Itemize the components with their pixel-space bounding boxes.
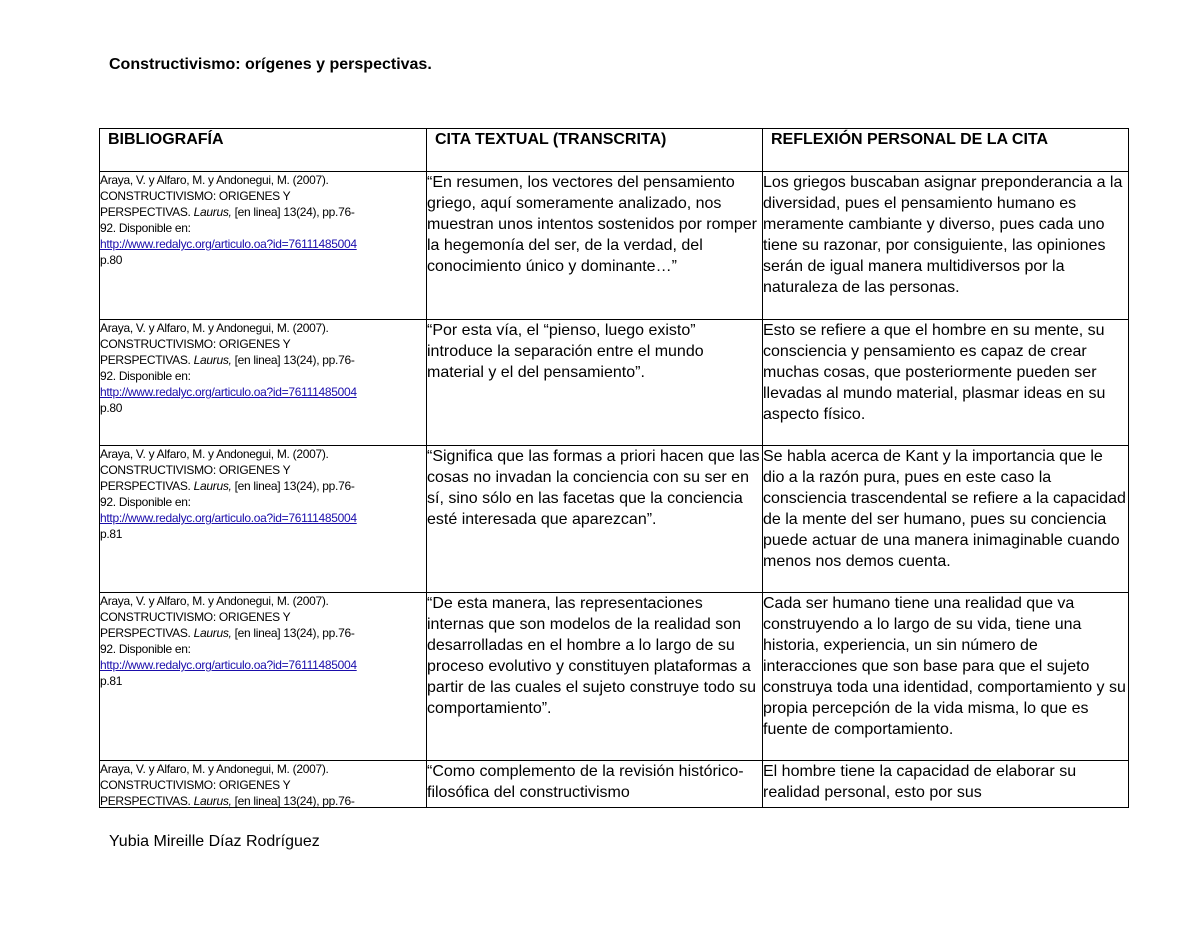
document-title: Constructivismo: orígenes y perspectivas.: [109, 56, 432, 73]
table-row: [100, 320, 1129, 446]
reflection-text: El hombre tiene la capacidad de elaborar su realidad personal, esto por sus: [763, 763, 1077, 801]
bib-pages: 92. Disponible en:: [100, 642, 191, 656]
table-row: [100, 172, 1129, 320]
reflection-cell: Los griegos buscaban asignar preponderancia a la diversidad, pues el pensamiento humano es meramente cambiante y diverso, pues cada uno tiene su razonar, por consiguiente, las opiniones serán de igual manera multidiversos por la naturaleza de las personas.: [763, 172, 1129, 320]
bib-perspectivas: PERSPECTIVAS.: [100, 626, 191, 640]
bib-perspectivas: PERSPECTIVAS.: [100, 794, 191, 807]
quote-cell: [427, 761, 763, 808]
table-row: [100, 761, 1129, 808]
bib-details: [en linea] 13(24), pp.76-: [234, 479, 355, 493]
reflection-cell: Se habla acerca de Kant y la importancia que le dio a la razón pura, pues en este caso la consciencia trascendental se refiere a la capacidad de la mente del ser humano, pues su conciencia puede actuar de una manera inimaginable cuando menos nos demos cuenta.: [763, 446, 1129, 593]
quote-text: “Como complemento de la revisión histórico-filosófica del constructivismo: [427, 763, 744, 801]
author-footer: Yubia Mireille Díaz Rodríguez: [109, 833, 320, 850]
bib-authors: Araya, V. y Alfaro, M. y Andonegui, M. (2007).: [100, 321, 329, 335]
citation-table: [99, 128, 1129, 808]
bib-journal: Laurus,: [193, 626, 232, 640]
bib-journal: Laurus,: [193, 353, 232, 367]
bibliography-cell: [100, 320, 427, 446]
bib-authors: Araya, V. y Alfaro, M. y Andonegui, M. (2007).: [100, 762, 329, 776]
bib-title: CONSTRUCTIVISMO: ORIGENES Y: [100, 337, 291, 351]
header-bibliografia: BIBLIOGRAFÍA: [100, 129, 427, 172]
bib-title: CONSTRUCTIVISMO: ORIGENES Y: [100, 189, 291, 203]
bib-url-link[interactable]: http://www.redalyc.org/articulo.oa?id=76111485004: [100, 385, 357, 399]
bib-perspectivas: PERSPECTIVAS.: [100, 479, 191, 493]
table-row: [100, 593, 1129, 761]
quote-cell: “Por esta vía, el “pienso, luego existo” introduce la separación entre el mundo material y el del pensamiento”.: [427, 320, 763, 446]
reflection-cell: [763, 761, 1129, 808]
table-row: [100, 446, 1129, 593]
bib-page: p.81: [100, 674, 123, 688]
bib-page: p.81: [100, 527, 123, 541]
reflection-cell: Esto se refiere a que el hombre en su mente, su consciencia y pensamiento es capaz de crear muchas cosas, que posteriormente pueden ser llevadas al mundo material, plasmar ideas en su aspecto físico.: [763, 320, 1129, 446]
bib-title: CONSTRUCTIVISMO: ORIGENES Y: [100, 778, 291, 792]
bib-authors: Araya, V. y Alfaro, M. y Andonegui, M. (2007).: [100, 173, 329, 187]
bib-perspectivas: PERSPECTIVAS.: [100, 205, 191, 219]
bibliography-cell: [100, 593, 427, 761]
bib-details: [en linea] 13(24), pp.76-: [234, 205, 355, 219]
bib-page: p.80: [100, 253, 123, 267]
bib-pages: 92. Disponible en:: [100, 369, 191, 383]
table-header-row: [100, 129, 1129, 172]
bib-url-link[interactable]: http://www.redalyc.org/articulo.oa?id=76111485004: [100, 511, 357, 525]
bib-pages: 92. Disponible en:: [100, 495, 191, 509]
bib-title: CONSTRUCTIVISMO: ORIGENES Y: [100, 610, 291, 624]
bib-journal: Laurus,: [193, 205, 232, 219]
bib-authors: Araya, V. y Alfaro, M. y Andonegui, M. (2007).: [100, 447, 329, 461]
bibliography-cell: [100, 172, 427, 320]
bib-perspectivas: PERSPECTIVAS.: [100, 353, 191, 367]
bib-details: [en linea] 13(24), pp.76-: [234, 626, 355, 640]
quote-cell: “En resumen, los vectores del pensamiento griego, aquí someramente analizado, nos muestran unos intentos sostenidos por romper la hegemonía del ser, de la verdad, del conocimiento único y dominante…”: [427, 172, 763, 320]
quote-cell: “Significa que las formas a priori hacen que las cosas no invadan la conciencia con su ser en sí, sino sólo en las facetas que la conciencia esté interesada que aparezcan”.: [427, 446, 763, 593]
bib-title: CONSTRUCTIVISMO: ORIGENES Y: [100, 463, 291, 477]
bibliography-cell: [100, 761, 427, 808]
reflection-cell: Cada ser humano tiene una realidad que va construyendo a lo largo de su vida, tiene una historia, experiencia, un sin número de interacciones que son base para que el sujeto construya toda una identidad, comportamiento y su propia percepción de la vida misma, lo que es fuente de comportamiento.: [763, 593, 1129, 761]
bib-details: [en linea] 13(24), pp.76-: [234, 353, 355, 367]
header-reflexion: REFLEXIÓN PERSONAL DE LA CITA: [763, 129, 1129, 172]
bib-pages: 92. Disponible en:: [100, 221, 191, 235]
bib-url-link[interactable]: http://www.redalyc.org/articulo.oa?id=76111485004: [100, 237, 357, 251]
bib-details: [en linea] 13(24), pp.76-: [234, 794, 355, 807]
bib-authors: Araya, V. y Alfaro, M. y Andonegui, M. (2007).: [100, 594, 329, 608]
bib-journal: Laurus,: [193, 794, 232, 807]
bib-url-link[interactable]: http://www.redalyc.org/articulo.oa?id=76111485004: [100, 658, 357, 672]
bib-page: p.80: [100, 401, 123, 415]
header-cita-textual: CITA TEXTUAL (TRANSCRITA): [427, 129, 763, 172]
bib-journal: Laurus,: [193, 479, 232, 493]
bibliography-cell: [100, 446, 427, 593]
quote-cell: “De esta manera, las representaciones internas que son modelos de la realidad son desarrolladas en el hombre a lo largo de su proceso evolutivo y constituyen plataformas a partir de las cuales el sujeto construye todo su comportamiento”.: [427, 593, 763, 761]
